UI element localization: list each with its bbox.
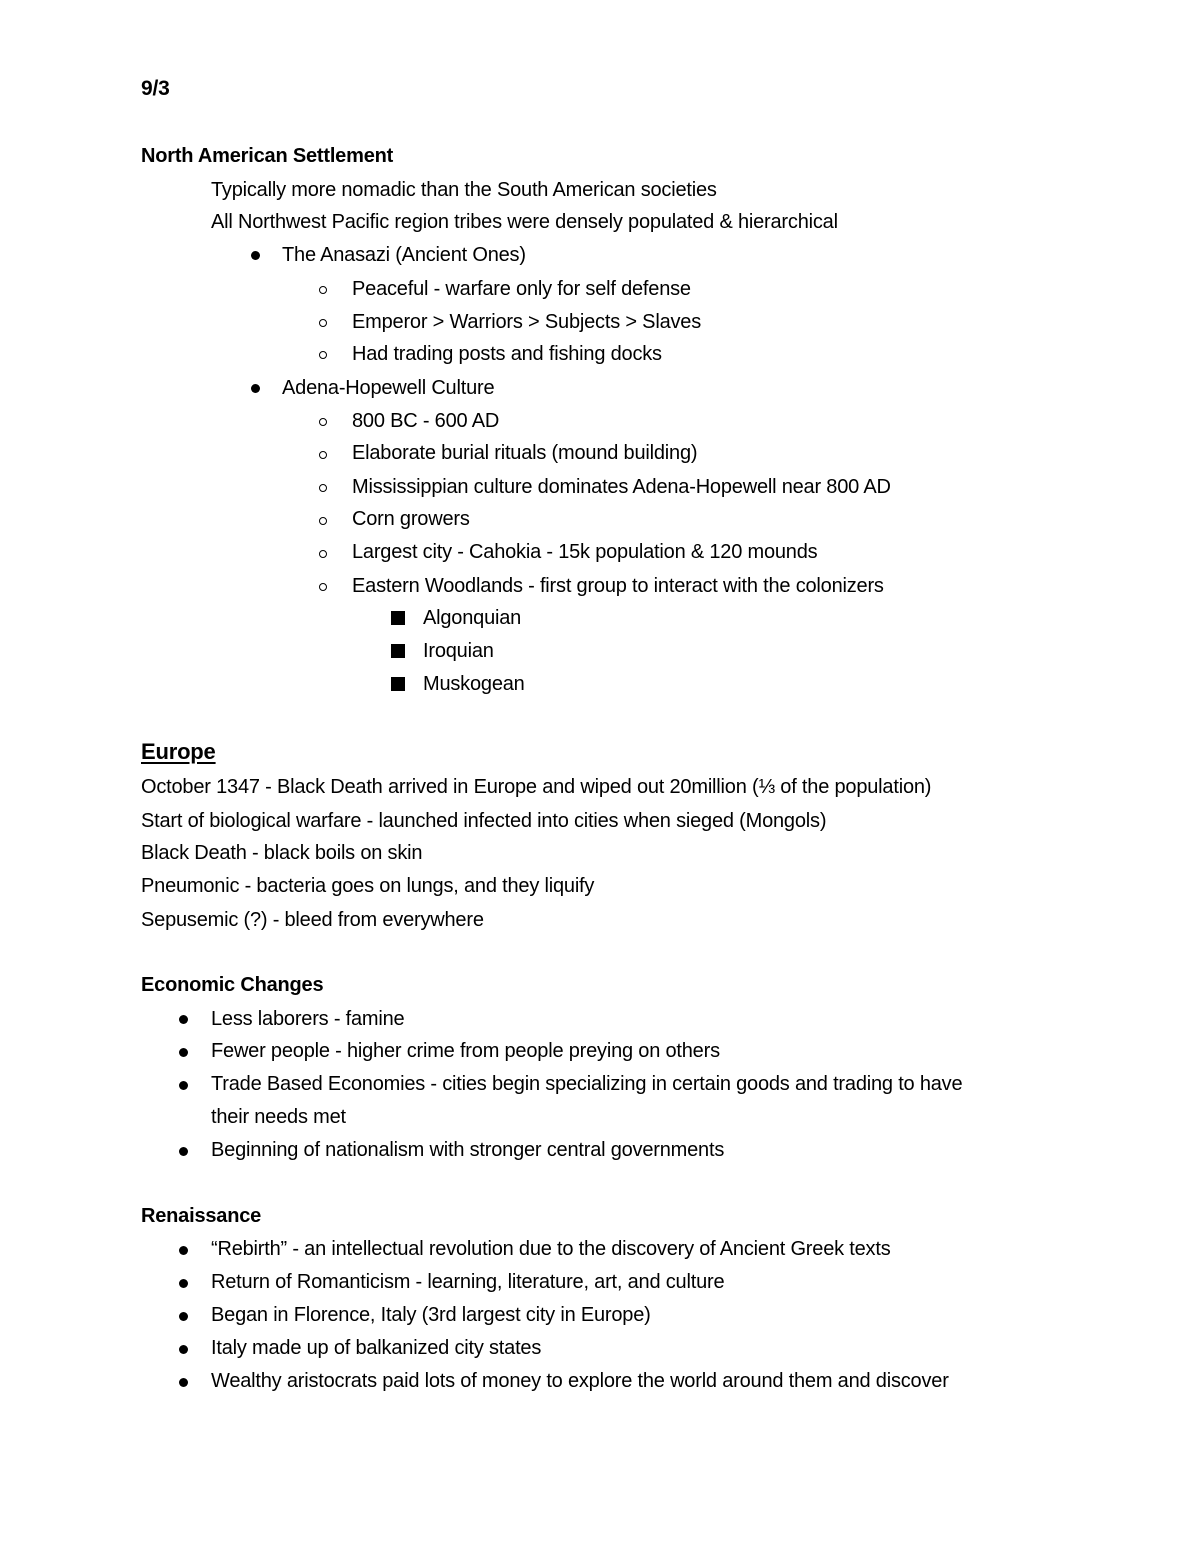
section-heading-europe: Europe bbox=[141, 739, 216, 764]
paragraph-line: Black Death - black boils on skin bbox=[141, 842, 423, 864]
list-item-continuation: their needs met bbox=[211, 1106, 346, 1128]
bullet-disc-icon bbox=[179, 1378, 188, 1387]
list-item: Trade Based Economies - cities begin specializing in certain goods and trading to have bbox=[211, 1073, 963, 1095]
list-item: Less laborers - famine bbox=[211, 1008, 405, 1030]
list-item: Return of Romanticism - learning, literature, art, and culture bbox=[211, 1271, 725, 1293]
list-item: “Rebirth” - an intellectual revolution due to the discovery of Ancient Greek texts bbox=[211, 1238, 891, 1260]
list-item: Emperor > Warriors > Subjects > Slaves bbox=[352, 311, 702, 333]
bullet-circle-icon bbox=[319, 351, 327, 359]
bullet-circle-icon bbox=[319, 286, 327, 294]
list-item-tribe: Muskogean bbox=[423, 673, 525, 695]
paragraph-line: Pneumonic - bacteria goes on lungs, and they liquify bbox=[141, 875, 595, 897]
list-item: Fewer people - higher crime from people preying on others bbox=[211, 1040, 720, 1062]
list-item: Began in Florence, Italy (3rd largest city in Europe) bbox=[211, 1304, 651, 1326]
bullet-circle-icon bbox=[319, 550, 327, 558]
bullet-circle-icon bbox=[319, 418, 327, 426]
bullet-disc-icon bbox=[179, 1015, 188, 1024]
bullet-circle-icon bbox=[319, 451, 327, 459]
bullet-circle-icon bbox=[319, 484, 327, 492]
list-item: Elaborate burial rituals (mound building) bbox=[352, 442, 698, 464]
bullet-disc-icon bbox=[251, 251, 260, 260]
list-item-anasazi: The Anasazi (Ancient Ones) bbox=[282, 244, 526, 266]
bullet-disc-icon bbox=[251, 384, 260, 393]
bullet-circle-icon bbox=[319, 517, 327, 525]
section-heading-economic: Economic Changes bbox=[141, 974, 324, 996]
note-date: 9/3 bbox=[141, 77, 170, 100]
bullet-disc-icon bbox=[179, 1345, 188, 1354]
section-heading-renaissance: Renaissance bbox=[141, 1205, 262, 1227]
list-item: Largest city - Cahokia - 15k population & 120 mounds bbox=[352, 541, 818, 563]
bullet-disc-icon bbox=[179, 1048, 188, 1057]
paragraph-line: Start of biological warfare - launched infected into cities when sieged (Mongols) bbox=[141, 810, 827, 832]
bullet-disc-icon bbox=[179, 1081, 188, 1090]
list-item-adena: Adena-Hopewell Culture bbox=[282, 377, 495, 399]
bullet-square-icon bbox=[391, 677, 405, 691]
list-item: Mississippian culture dominates Adena-Hopewell near 800 AD bbox=[352, 476, 891, 498]
bullet-disc-icon bbox=[179, 1279, 188, 1288]
bullet-disc-icon bbox=[179, 1312, 188, 1321]
list-item: Italy made up of balkanized city states bbox=[211, 1337, 542, 1359]
intro-line: Typically more nomadic than the South American societies bbox=[211, 179, 717, 201]
bullet-circle-icon bbox=[319, 583, 327, 591]
bullet-disc-icon bbox=[179, 1147, 188, 1156]
bullet-square-icon bbox=[391, 644, 405, 658]
list-item: Eastern Woodlands - first group to interact with the colonizers bbox=[352, 575, 884, 597]
bullet-disc-icon bbox=[179, 1246, 188, 1255]
list-item-tribe: Iroquian bbox=[423, 640, 494, 662]
paragraph-line: Sepusemic (?) - bleed from everywhere bbox=[141, 909, 484, 931]
paragraph-line: October 1347 - Black Death arrived in Europe and wiped out 20million (⅓ of the population) bbox=[141, 776, 932, 798]
list-item: 800 BC - 600 AD bbox=[352, 410, 500, 432]
intro-line: All Northwest Pacific region tribes were densely populated & hierarchical bbox=[211, 211, 838, 233]
list-item: Peaceful - warfare only for self defense bbox=[352, 278, 691, 300]
list-item-tribe: Algonquian bbox=[423, 607, 522, 629]
bullet-circle-icon bbox=[319, 319, 327, 327]
section-heading-north-american: North American Settlement bbox=[141, 145, 394, 167]
list-item: Corn growers bbox=[352, 508, 470, 530]
list-item: Wealthy aristocrats paid lots of money to explore the world around them and discover bbox=[211, 1370, 949, 1392]
bullet-square-icon bbox=[391, 611, 405, 625]
list-item: Had trading posts and fishing docks bbox=[352, 343, 662, 365]
list-item: Beginning of nationalism with stronger central governments bbox=[211, 1139, 725, 1161]
